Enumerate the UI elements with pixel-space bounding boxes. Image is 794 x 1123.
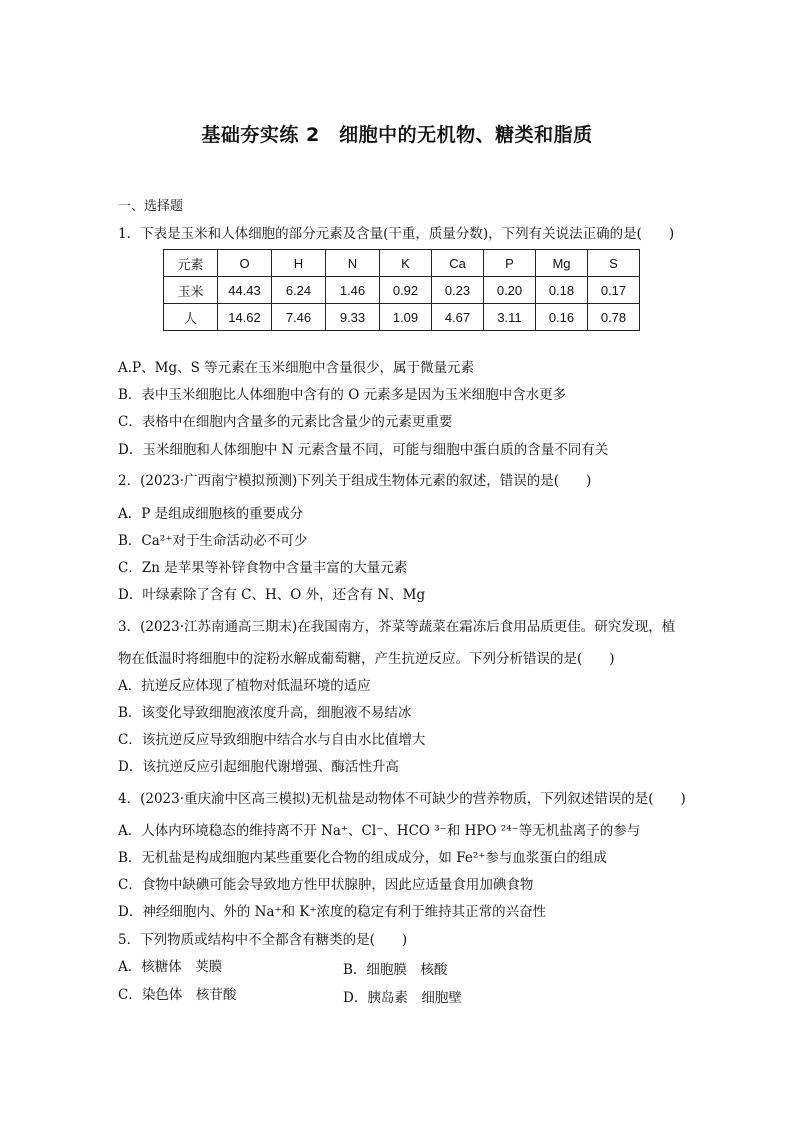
question-2-option-a: A．P 是组成细胞核的重要成分 [118, 506, 304, 522]
question-5-option-a: A．核糖体 荚膜 [118, 959, 223, 975]
table-header-cell: K [380, 250, 432, 277]
table-cell: 0.16 [536, 304, 588, 331]
table-cell: 6.24 [272, 277, 326, 304]
page-title: 基础夯实练 2 细胞中的无机物、糖类和脂质 [201, 124, 593, 146]
table-header-cell: S [588, 250, 640, 277]
table-cell: 玉米 [164, 277, 218, 304]
question-4-option-b: B．无机盐是构成细胞内某些重要化合物的组成成分，如 Fe²⁺参与血浆蛋白的组成 [118, 850, 607, 866]
question-4-stem: 4．(2023·重庆渝中区高三模拟)无机盐是动物体不可缺少的营养物质，下列叙述错误的是( ) [118, 791, 686, 807]
table-header-cell: P [484, 250, 536, 277]
question-1-option-c: C．表格中在细胞内含量多的元素比含量少的元素更重要 [118, 414, 453, 430]
table-cell: 0.20 [484, 277, 536, 304]
question-4-option-d: D．神经细胞内、外的 Na⁺和 K⁺浓度的稳定有利于维持其正常的兴奋性 [118, 904, 547, 920]
question-5-option-d: D．胰岛素 细胞壁 [343, 990, 462, 1006]
table-header-cell: Ca [432, 250, 484, 277]
table-cell: 9.33 [326, 304, 380, 331]
question-3-stem-line-1: 3．(2023·江苏南通高三期末)在我国南方，芥菜等蔬菜在霜冻后食用品质更佳。研究发现，植 [118, 619, 676, 635]
table-header-cell: O [218, 250, 272, 277]
question-2-option-d: D．叶绿素除了含有 C、H、O 外，还含有 N、Mg [118, 587, 426, 603]
question-3-stem-line-2: 物在低温时将细胞中的淀粉水解成葡萄糖，产生抗逆反应。下列分析错误的是( ) [118, 651, 615, 667]
question-5-stem: 5．下列物质或结构中不全都含有糖类的是( ) [118, 932, 408, 948]
table-cell: 0.17 [588, 277, 640, 304]
table-header-cell: 元素 [164, 250, 218, 277]
table-header-cell: H [272, 250, 326, 277]
question-3-option-d: D．该抗逆反应引起细胞代谢增强、酶活性升高 [118, 759, 399, 775]
table-cell: 4.67 [432, 304, 484, 331]
table-cell: 3.11 [484, 304, 536, 331]
question-1-option-a: A.P、Mg、S 等元素在玉米细胞中含量很少，属于微量元素 [118, 360, 475, 376]
question-2-stem: 2．(2023·广西南宁模拟预测)下列关于组成生物体元素的叙述，错误的是( ) [118, 473, 592, 489]
question-1-stem: 1．下表是玉米和人体细胞的部分元素及含量(干重，质量分数)，下列有关说法正确的是( ) [118, 226, 675, 242]
table-cell: 0.18 [536, 277, 588, 304]
question-4-option-c: C．食物中缺碘可能会导致地方性甲状腺肿，因此应适量食用加碘食物 [118, 877, 534, 893]
question-5-option-b: B．细胞膜 核酸 [343, 962, 448, 978]
table-cell: 人 [164, 304, 218, 331]
table-cell: 7.46 [272, 304, 326, 331]
question-2-option-b: B．Ca²⁺对于生命活动必不可少 [118, 533, 308, 549]
table-cell: 0.23 [432, 277, 484, 304]
table-cell: 0.78 [588, 304, 640, 331]
table-cell: 1.46 [326, 277, 380, 304]
question-4-option-a: A．人体内环境稳态的维持离不开 Na⁺、Cl⁻、HCO ³⁻和 HPO ²⁴⁻等无机盐离子的参与 [118, 823, 641, 839]
question-5-option-c: C．染色体 核苷酸 [118, 987, 237, 1003]
table-header-cell: Mg [536, 250, 588, 277]
question-1-option-b: B．表中玉米细胞比人体细胞中含有的 O 元素多是因为玉米细胞中含水更多 [118, 387, 567, 403]
table-row [164, 277, 640, 304]
section-heading: 一、选择题 [118, 199, 184, 214]
question-3-option-a: A．抗逆反应体现了植物对低温环境的适应 [118, 678, 371, 694]
table-cell: 0.92 [380, 277, 432, 304]
table-cell: 14.62 [218, 304, 272, 331]
table-cell: 44.43 [218, 277, 272, 304]
table-row [164, 304, 640, 331]
question-2-option-c: C．Zn 是苹果等补锌食物中含量丰富的大量元素 [118, 560, 408, 576]
question-1-option-d: D．玉米细胞和人体细胞中 N 元素含量不同，可能与细胞中蛋白质的含量不同有关 [118, 442, 609, 458]
question-3-option-c: C．该抗逆反应导致细胞中结合水与自由水比值增大 [118, 732, 426, 748]
table-header-cell: N [326, 250, 380, 277]
table-cell: 1.09 [380, 304, 432, 331]
table-header-row [164, 250, 640, 277]
element-content-table [163, 249, 640, 331]
question-3-option-b: B．该变化导致细胞液浓度升高，细胞液不易结冰 [118, 705, 412, 721]
